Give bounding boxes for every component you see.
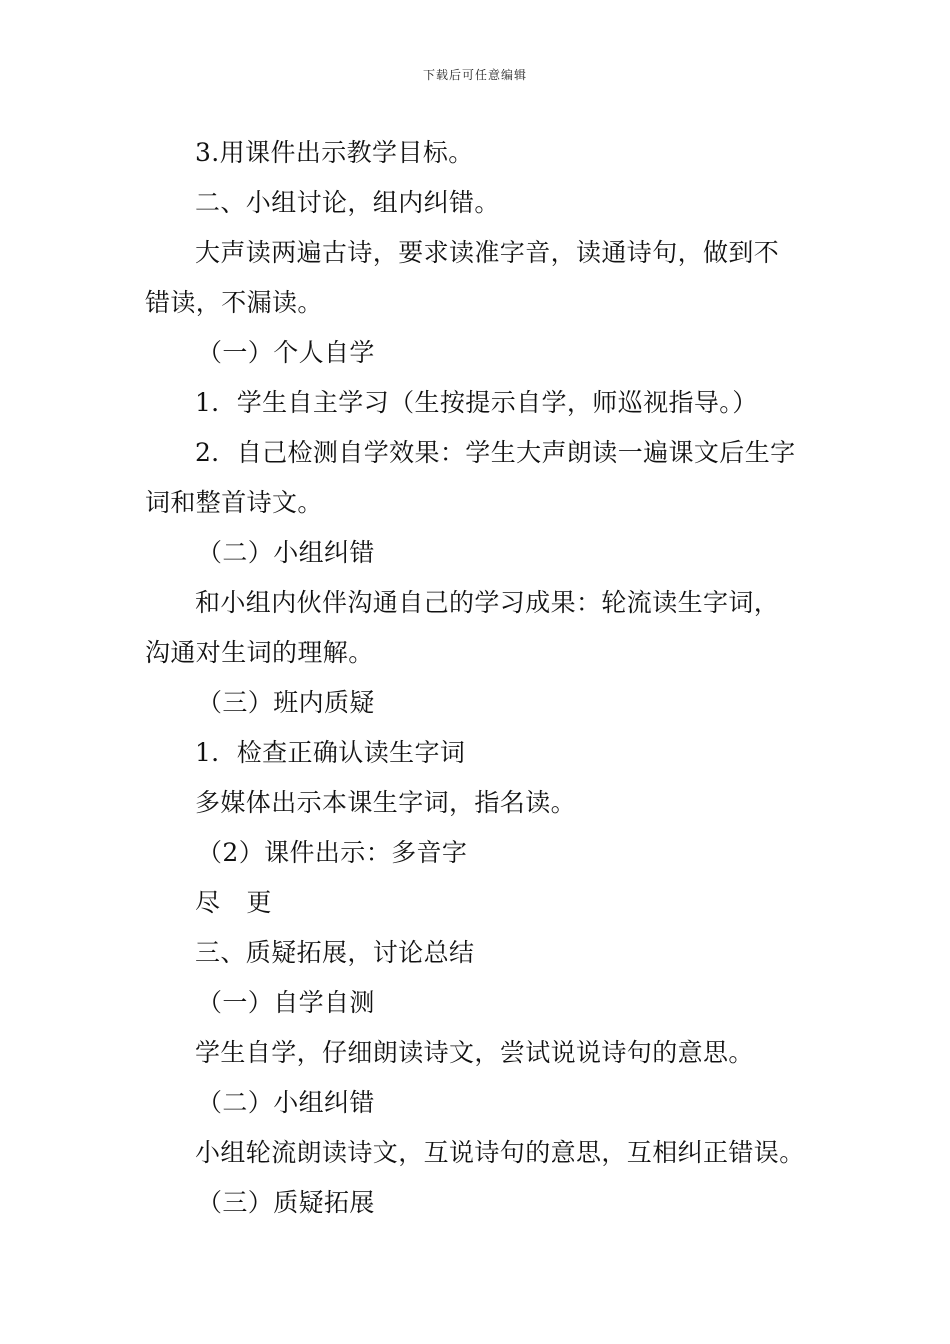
subsection-heading: （一）自学自测 bbox=[197, 988, 375, 1017]
subsection-heading: （二）小组纠错 bbox=[197, 538, 375, 567]
paragraph-line: 1．检查正确认读生字词 bbox=[195, 738, 466, 767]
polyphone-char: 尽 bbox=[195, 888, 221, 917]
paragraph-line: 3.用课件出示教学目标。 bbox=[195, 138, 474, 167]
section-heading: 二、小组讨论，组内纠错。 bbox=[195, 188, 500, 217]
paragraph-line: 1．学生自主学习（生按提示自学，师巡视指导。） bbox=[195, 388, 758, 417]
subsection-heading: （三）班内质疑 bbox=[197, 688, 375, 717]
paragraph-line: 错读，不漏读。 bbox=[145, 288, 323, 317]
paragraph-line: 沟通对生词的理解。 bbox=[145, 638, 374, 667]
polyphone-char: 更 bbox=[246, 888, 272, 917]
subsection-heading: （一）个人自学 bbox=[197, 338, 375, 367]
polyphone-chars-line bbox=[145, 878, 810, 928]
subsection-heading: （二）小组纠错 bbox=[197, 1088, 375, 1117]
paragraph-line: 学生自学，仔细朗读诗文，尝试说说诗句的意思。 bbox=[195, 1038, 754, 1067]
section-heading: 三、质疑拓展，讨论总结 bbox=[195, 938, 475, 967]
paragraph-line: 多媒体出示本课生字词，指名读。 bbox=[195, 788, 577, 817]
paragraph-line: （2）课件出示：多音字 bbox=[197, 838, 468, 867]
page-header: 下载后可任意编辑 bbox=[422, 68, 527, 82]
paragraph-line: 小组轮流朗读诗文，互说诗句的意思，互相纠正错误。 bbox=[195, 1138, 805, 1167]
document-body bbox=[145, 128, 810, 1228]
subsection-heading: （三）质疑拓展 bbox=[197, 1188, 375, 1217]
paragraph-line: 2．自己检测自学效果：学生大声朗读一遍课文后生字 bbox=[195, 438, 796, 467]
paragraph-line: 和小组内伙伴沟通自己的学习成果：轮流读生字词， bbox=[195, 588, 780, 617]
paragraph-line: 大声读两遍古诗，要求读准字音，读通诗句，做到不 bbox=[195, 238, 780, 267]
paragraph-line: 词和整首诗文。 bbox=[145, 488, 323, 517]
